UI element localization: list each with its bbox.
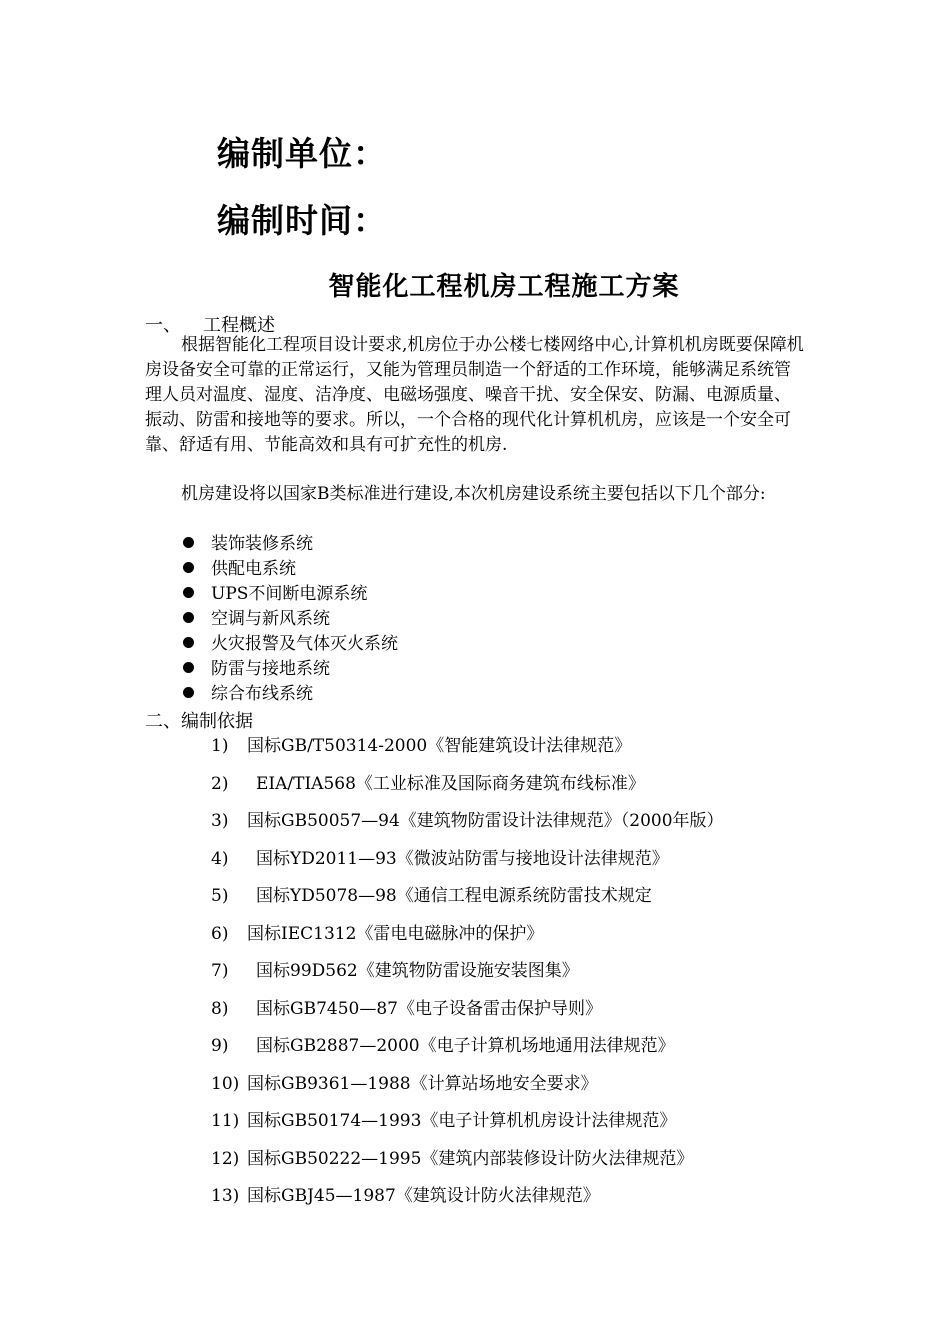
overview-text: 根据智能化工程项目设计要求,机房位于办公楼七楼网络中心,计算机机房既要保障机房设备安全可靠的正常运行，又能为管理员制造一个舒适的工作环境，能够满足系统管理人员对温度、湿度、洁净度、电磁场强度、噪音干扰、安全保安、防漏、电源质量、振动、防雷和接地等的要求。所以，一个合格的现代化计算机机房，应该是一个安全可靠、舒适有用、节能高效和具有可扩充性的机房.	[145, 335, 804, 455]
reference-item: 9) 国标GB2887—2000《电子计算机场地通用法律规范》	[211, 1036, 675, 1056]
reference-list	[211, 732, 724, 1220]
reference-item: 11) 国标GB50174—1993《电子计算机机房设计法律规范》	[211, 1111, 677, 1131]
list-item: UPS不间断电源系统	[183, 582, 398, 607]
system-list	[183, 532, 398, 707]
list-item: 综合布线系统	[183, 682, 398, 707]
reference-item: 5) 国标YD5078—98《通信工程电源系统防雷技术规定	[211, 886, 652, 906]
bullet-icon	[183, 687, 194, 698]
reference-item: 2) EIA/TIA568《工业标准及国际商务建筑布线标准》	[211, 773, 645, 794]
bullet-icon	[183, 637, 194, 648]
bullet-icon	[183, 562, 194, 573]
reference-item: 10) 国标GB9361—1988《计算站场地安全要求》	[211, 1073, 598, 1094]
bullet-icon	[183, 587, 194, 598]
section-2-heading: 二、编制依据	[145, 711, 253, 732]
list-item: 空调与新风系统	[183, 607, 398, 632]
overview-paragraph	[145, 333, 807, 458]
scope-text: 机房建设将以国家B类标准进行建设,本次机房建设系统主要包括以下几个部分:	[181, 484, 766, 504]
section-1-number: 一、	[145, 315, 181, 336]
reference-item: 4) 国标YD2011—93《微波站防雷与接地设计法律规范》	[211, 848, 669, 869]
document-title: 智能化工程机房工程施工方案	[328, 272, 680, 302]
reference-item: 7) 国标99D562《建筑物防雷设施安装图集》	[211, 961, 579, 981]
compile-time-label: 编制时间：	[217, 201, 387, 240]
scope-paragraph	[145, 482, 807, 507]
section-1-title: 工程概述	[203, 315, 275, 336]
list-item: 供配电系统	[183, 557, 398, 582]
reference-item: 6) 国标IEC1312《雷电电磁脉冲的保护》	[211, 923, 544, 944]
reference-item: 13) 国标GBJ45—1987《建筑设计防火法律规范》	[211, 1186, 600, 1206]
bullet-icon	[183, 537, 194, 548]
list-item: 火灾报警及气体灭火系统	[183, 632, 398, 657]
list-item: 防雷与接地系统	[183, 657, 398, 682]
reference-item: 3) 国标GB50057—94《建筑物防雷设计法律规范》（2000年版）	[211, 811, 724, 831]
reference-item: 12) 国标GB50222—1995《建筑内部装修设计防火法律规范》	[211, 1148, 694, 1169]
reference-item: 8) 国标GB7450—87《电子设备雷击保护导则》	[211, 998, 602, 1019]
compile-unit-label: 编制单位：	[217, 134, 387, 173]
bullet-icon	[183, 662, 194, 673]
reference-item: 1) 国标GB/T50314-2000《智能建筑设计法律规范》	[211, 736, 632, 756]
bullet-icon	[183, 612, 194, 623]
list-item: 装饰装修系统	[183, 532, 398, 557]
